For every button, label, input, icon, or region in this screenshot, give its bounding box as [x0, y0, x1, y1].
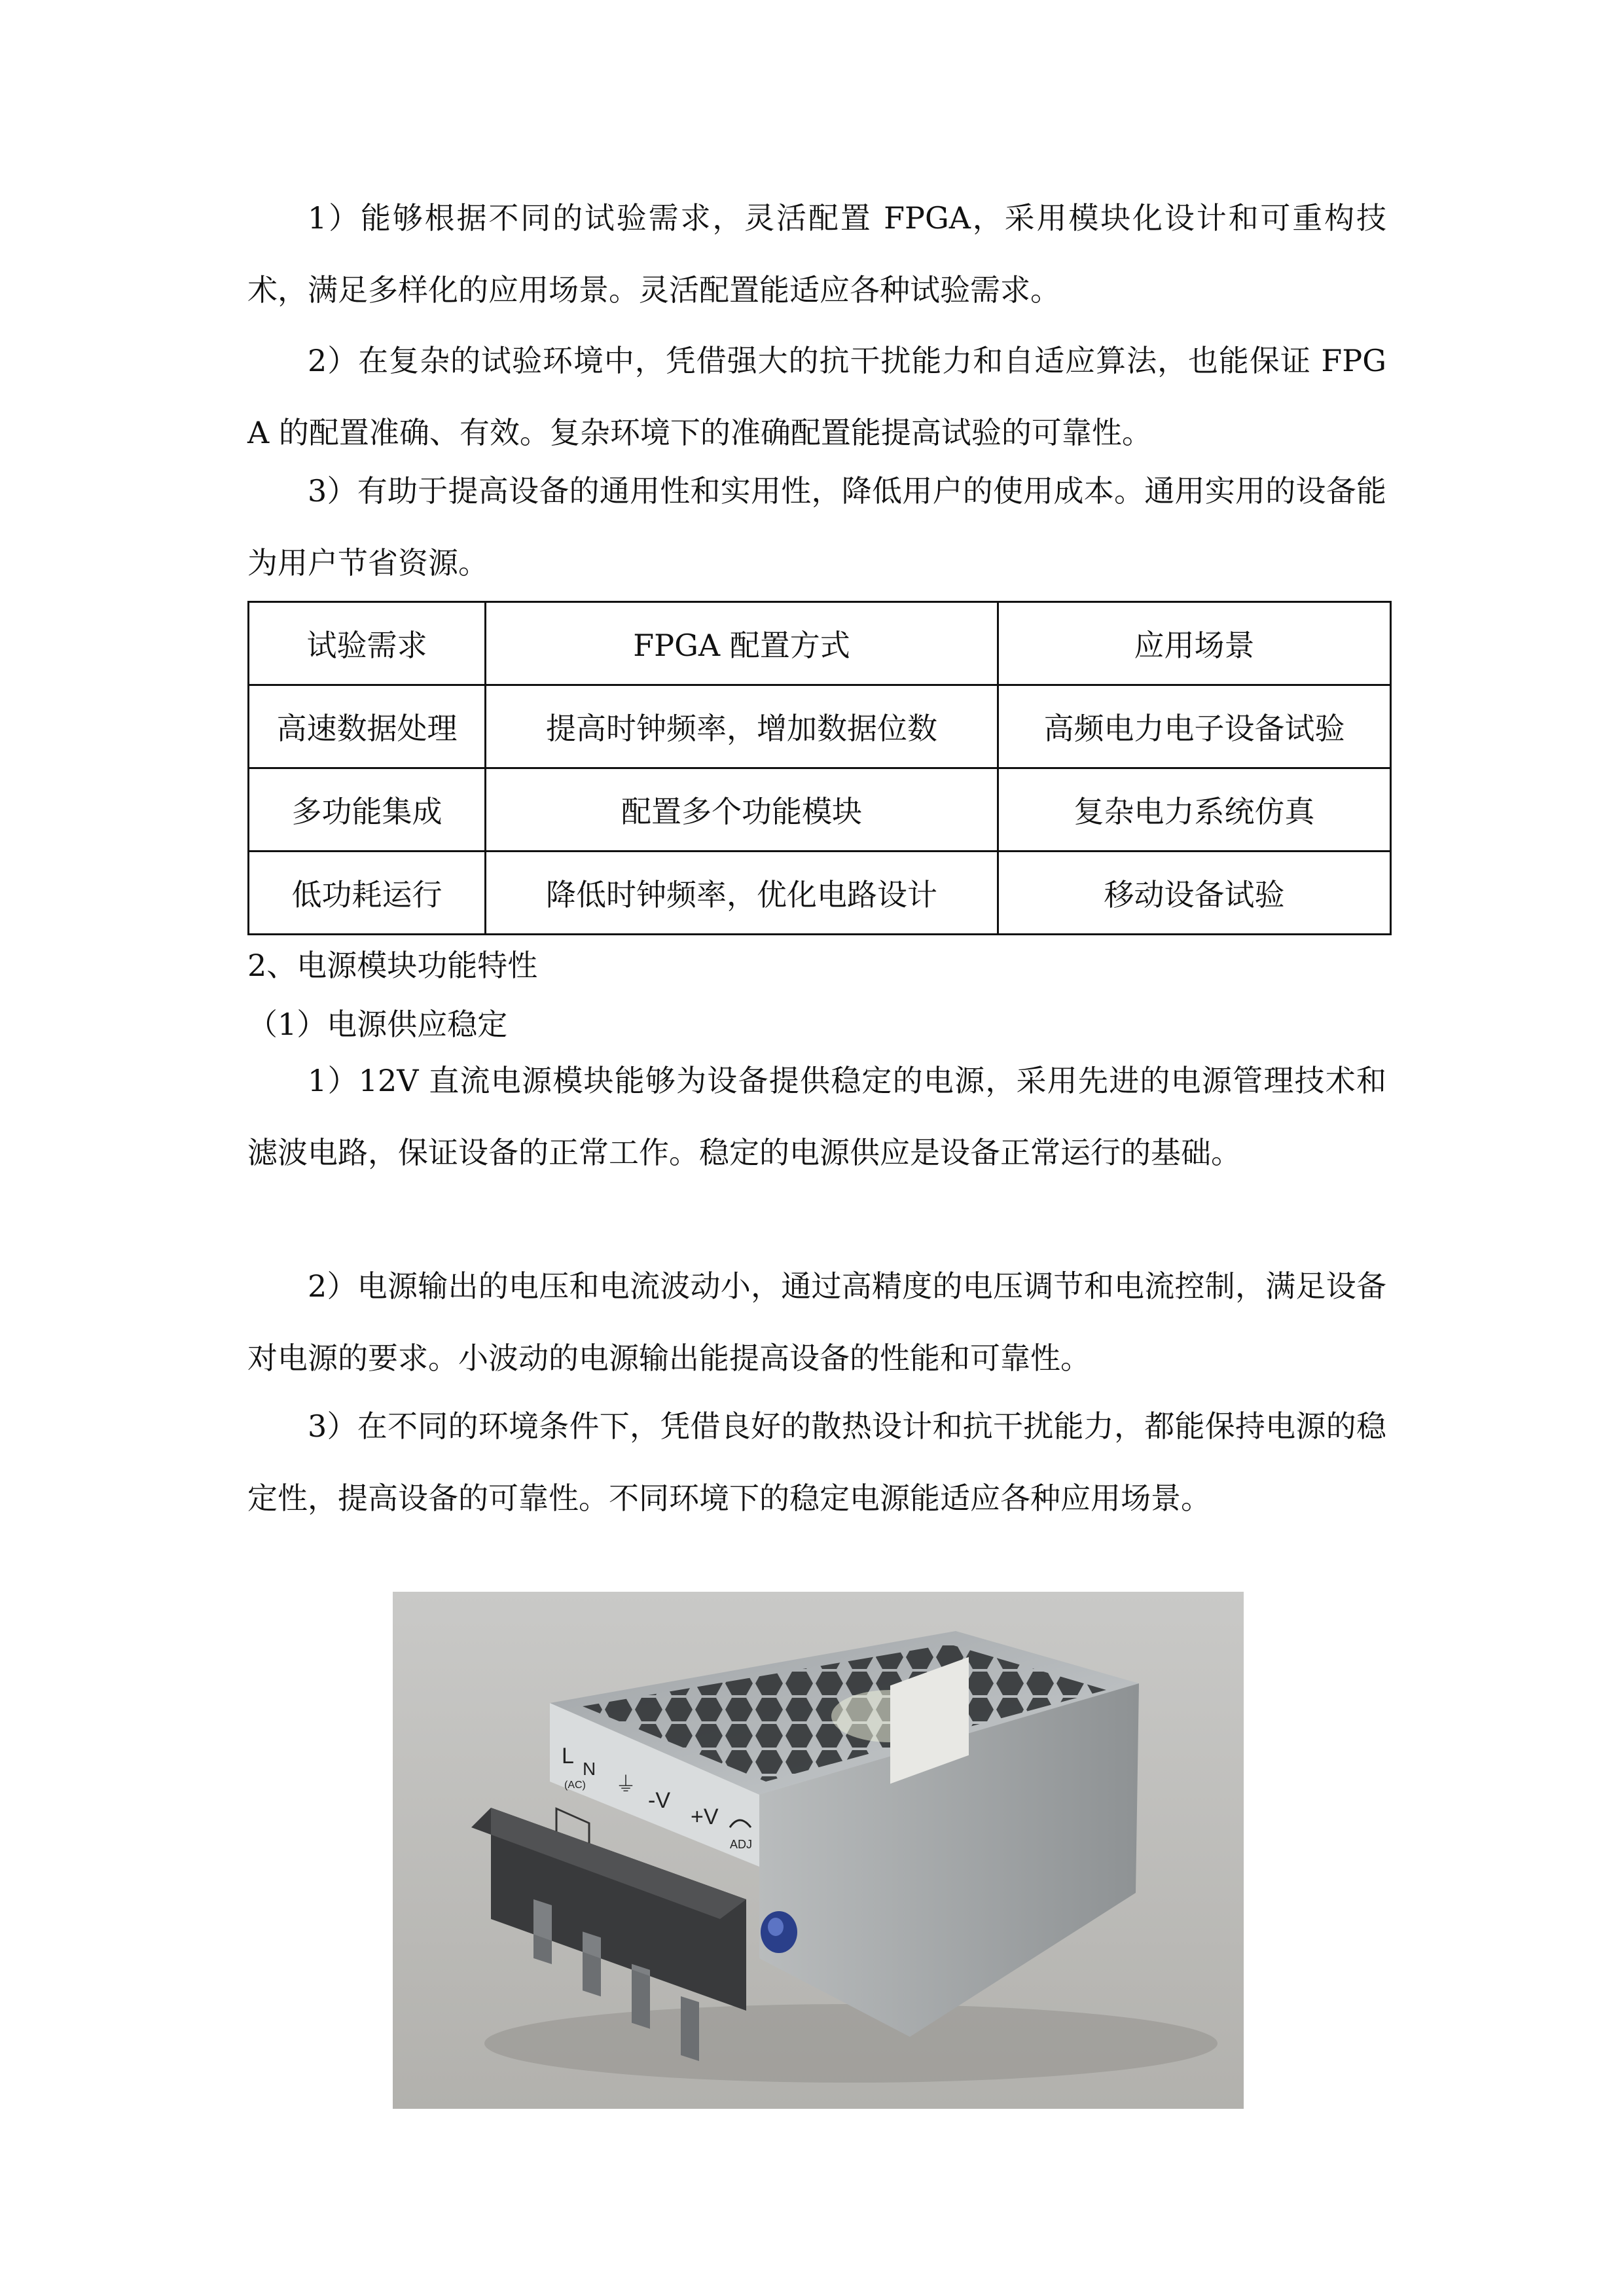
paragraph-1: 1）能够根据不同的试验需求，灵活配置 FPGA，采用模块化设计和可重构技术，满足多样化的应用场景。灵活配置能适应各种试验需求。: [247, 200, 1386, 308]
table-row: [249, 852, 1391, 935]
table-header-row: [249, 602, 1391, 685]
table-cell: 降低时钟频率，优化电路设计: [486, 852, 998, 935]
table-cell: 提高时钟频率，增加数据位数: [486, 685, 998, 768]
section-heading: 2、电源模块功能特性: [247, 948, 538, 983]
paragraph-6: 3）在不同的环境条件下，凭借良好的散热设计和抗干扰能力，都能保持电源的稳定性，提高设备的可靠性。不同环境下的稳定电源能适应各种应用场景。: [247, 1408, 1386, 1516]
paragraph-5: 2）电源输出的电压和电流波动小，通过高精度的电压调节和电流控制，满足设备对电源的要求。小波动的电源输出能提高设备的性能和可靠性。: [247, 1268, 1386, 1376]
power-supply-photo: [393, 1592, 1244, 2109]
subsection-heading: （1）电源供应稳定: [247, 1007, 508, 1042]
table-row: [249, 685, 1391, 768]
table-cell: 高速数据处理: [249, 685, 486, 768]
label-ac: (AC): [564, 1780, 586, 1791]
table-header-cell: 试验需求: [249, 602, 486, 685]
table-header-cell: FPGA 配置方式: [486, 602, 998, 685]
paragraph-3: 3）有助于提高设备的通用性和实用性，降低用户的使用成本。通用实用的设备能为用户节省资源。: [247, 473, 1386, 581]
config-table: [247, 601, 1392, 935]
table-row: [249, 768, 1391, 852]
label-plus-v: +V: [691, 1804, 719, 1829]
label-adj: ADJ: [730, 1838, 753, 1851]
table-header-cell: 应用场景: [998, 602, 1391, 685]
label-ground: ⏚: [615, 1772, 637, 1797]
table-cell: 低功耗运行: [249, 852, 486, 935]
label-l: L: [562, 1744, 574, 1768]
table-cell: 复杂电力系统仿真: [998, 768, 1391, 852]
table-cell: 多功能集成: [249, 768, 486, 852]
table-cell: 配置多个功能模块: [486, 768, 998, 852]
paragraph-2: 2）在复杂的试验环境中，凭借强大的抗干扰能力和自适应算法，也能保证 FPGA 的配置准确、有效。复杂环境下的准确配置能提高试验的可靠性。: [247, 343, 1386, 450]
table-cell: 高频电力电子设备试验: [998, 685, 1391, 768]
paragraph-4: 1）12V 直流电源模块能够为设备提供稳定的电源，采用先进的电源管理技术和滤波电路，保证设备的正常工作。稳定的电源供应是设备正常运行的基础。: [247, 1063, 1386, 1170]
label-minus-v: -V: [648, 1788, 670, 1813]
label-n: N: [583, 1759, 596, 1779]
table-cell: 移动设备试验: [998, 852, 1391, 935]
